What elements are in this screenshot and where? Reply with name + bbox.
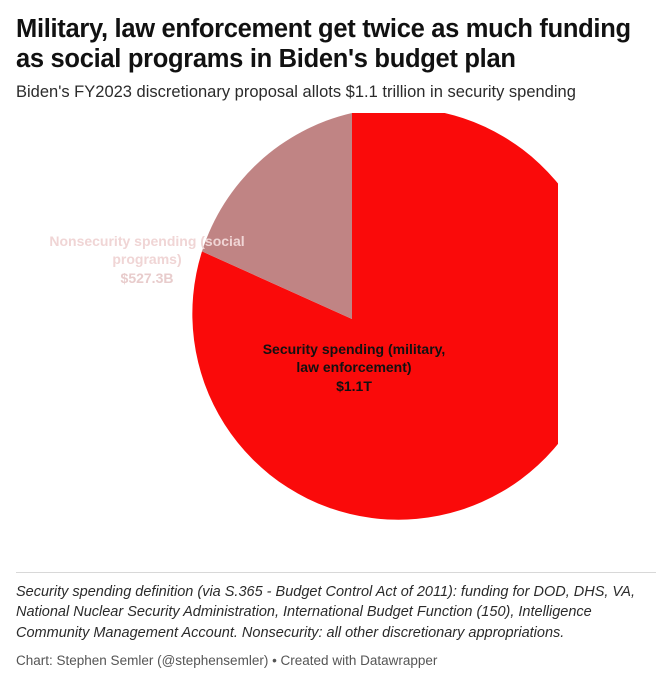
- pie-label-security-value: $1.1T: [336, 377, 372, 394]
- chart-footer: [16, 572, 656, 680]
- pie-graphic: [146, 113, 558, 525]
- pie-svg: [146, 113, 558, 525]
- chart-footnote: Security spending definition (via S.365 - Budget Control Act of 2011): funding for DOD, DHS, VA, National Nuclear Security Administration, International Budget Function (150), Intelligence Community Management Account. Nonsecurity: all other discretionary appropriations.: [16, 572, 656, 644]
- pie-label-nonsecurity-name: Nonsecurity spending (social programs): [49, 232, 245, 268]
- pie-label-nonsecurity-value: $527.3B: [120, 269, 174, 286]
- pie-chart: [16, 110, 656, 540]
- page-title: Military, law enforcement get twice as much funding as social programs in Biden's budget plan: [16, 15, 631, 74]
- chart-credit: Chart: Stephen Semler (@stephensemler) • Created with Datawrapper: [16, 653, 438, 669]
- page-subtitle: Biden's FY2023 discretionary proposal allots $1.1 trillion in security spending: [16, 83, 576, 102]
- pie-label-security-name: Security spending (military, law enforcement): [262, 340, 446, 376]
